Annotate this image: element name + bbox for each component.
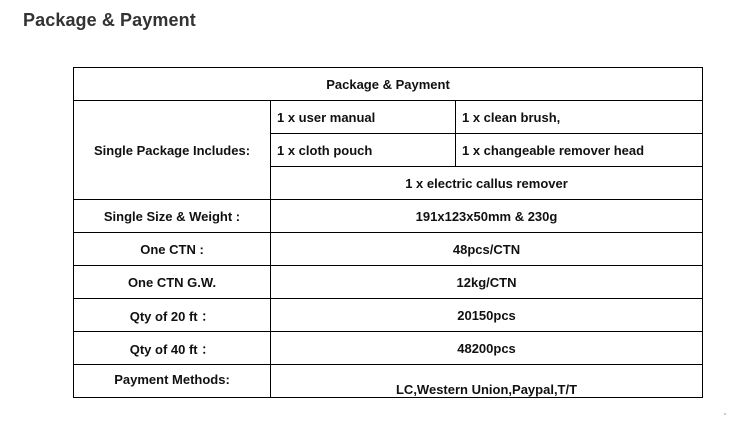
row-value: 20150pcs — [271, 299, 703, 332]
row-label: One CTN : — [74, 233, 271, 266]
table-row — [74, 200, 703, 233]
package-item: 1 x user manual — [271, 101, 456, 134]
payment-methods-label — [74, 365, 271, 398]
table-header-row — [74, 68, 703, 101]
payment-methods-value-text: LC,Western Union,Paypal,T/T — [395, 381, 578, 397]
edge-mark — [724, 413, 726, 415]
package-item: 1 x cloth pouch — [271, 134, 456, 167]
single-package-label: Single Package Includes: — [74, 101, 271, 200]
row-label: Qty of 40 ft ： — [74, 332, 271, 365]
row-label: Single Size & Weight : — [74, 200, 271, 233]
table-row — [74, 332, 703, 365]
package-item: 1 x electric callus remover — [271, 167, 703, 200]
table-header: Package & Payment — [74, 68, 703, 101]
row-label: Qty of 20 ft ： — [74, 299, 271, 332]
payment-methods-label-text: Payment Methods: — [114, 371, 230, 387]
package-item: 1 x changeable remover head — [456, 134, 703, 167]
page-title: Package & Payment — [23, 10, 196, 30]
payment-methods-value — [271, 365, 703, 398]
table-row — [74, 365, 703, 398]
table-row — [74, 233, 703, 266]
row-value: 191x123x50mm & 230g — [271, 200, 703, 233]
table-row — [74, 299, 703, 332]
row-value: 12kg/CTN — [271, 266, 703, 299]
package-item: 1 x clean brush, — [456, 101, 703, 134]
package-payment-table — [73, 67, 703, 398]
table-row — [74, 101, 703, 134]
table-row — [74, 266, 703, 299]
row-value: 48200pcs — [271, 332, 703, 365]
row-label: One CTN G.W. — [74, 266, 271, 299]
row-value: 48pcs/CTN — [271, 233, 703, 266]
